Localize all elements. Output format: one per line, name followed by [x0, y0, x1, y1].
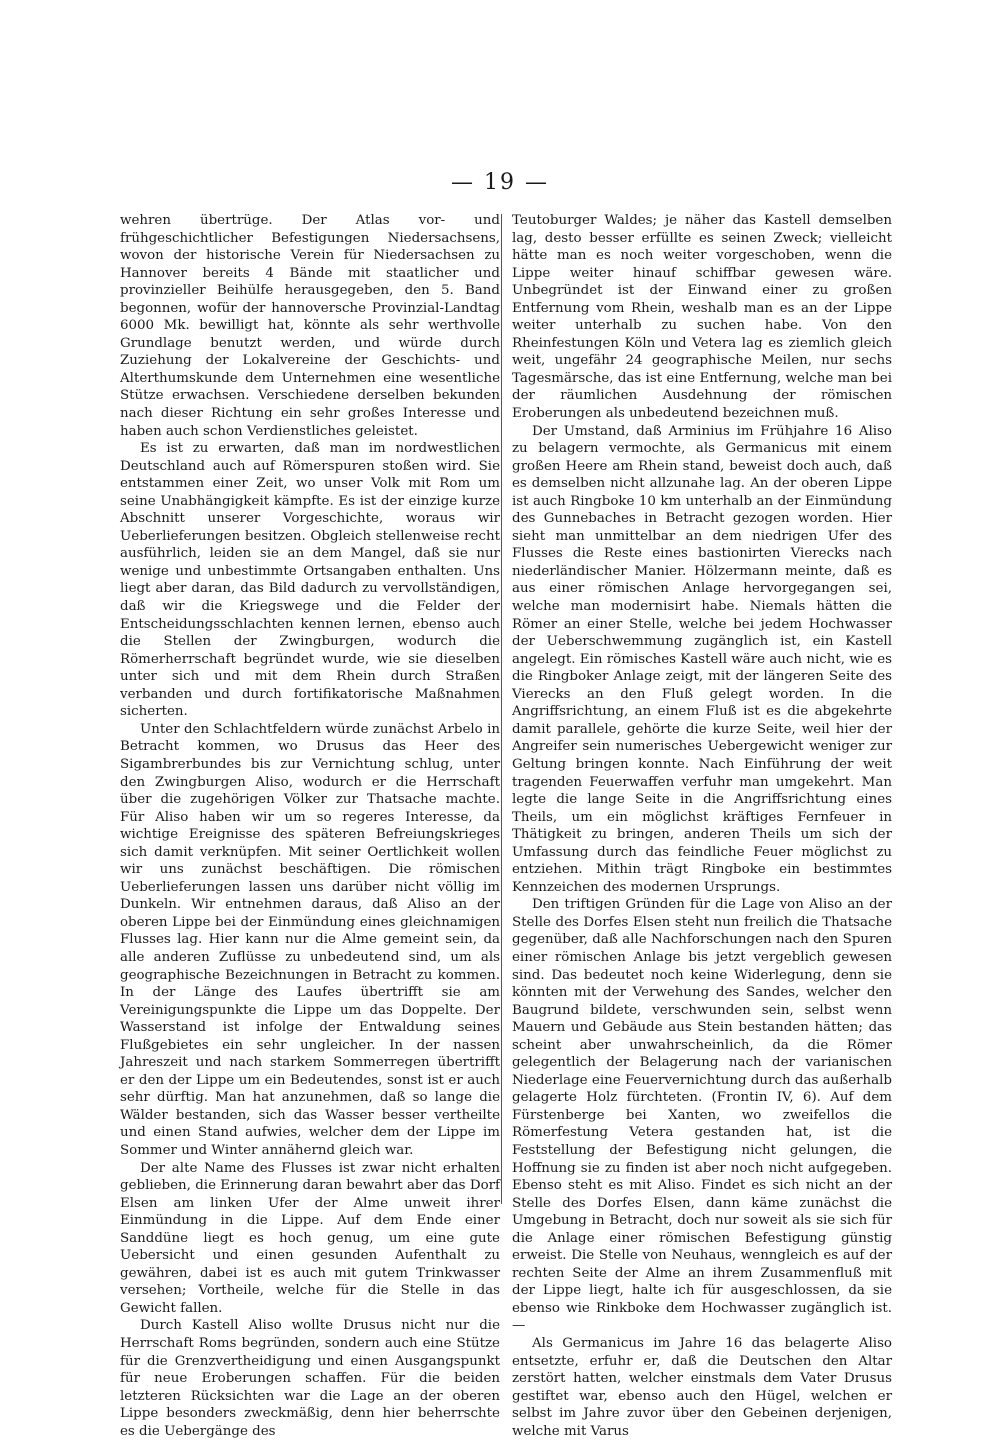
paragraph: Der alte Name des Flusses ist zwar nicht erhalten geblieben, die Erinnerung daran bewahrt aber das Dorf Elsen am linken Ufer der Alme unweit ihrer Einmündung in die Lippe. Auf dem Ende einer Sanddüne liegt es hoch genug, um eine gute Uebersicht und einen gesunden Aufenthalt zu gewähren, dabei ist es auch mit gutem Trinkwasser versehen; Vortheile, welche für die Stelle in das Gewicht fallen. — [120, 1160, 500, 1316]
paragraph: Der Umstand, daß Arminius im Frühjahre 16 Aliso zu belagern vermochte, als Germanicus mit einem großen Heere am Rhein stand, beweist doch auch, daß es demselben nicht allzunahe lag. An der oberen Lippe ist auch Ringboke 10 km unterhalb an der Einmündung des Gunnebaches in Betracht gezogen worden. Hier sieht man unmittelbar an dem niedrigen Ufer des Flusses die Reste eines bastionirten Vierecks nach niederländischer Manier. Hölzermann meinte, daß es aus einer römischen Anlage hervorgegangen sei, welche man modernisirt habe. Niemals hätten die Römer an einer Stelle, welche bei jedem Hochwasser der Ueberschwemmung zugänglich ist, ein Kastell angelegt. Ein römisches Kastell wäre auch nicht, wie es die Ringboker Anlage zeigt, mit der längeren Seite des Vierecks an den Fluß gelegt worden. In die Angriffsrichtung, an einem Fluß ist es die abgekehrte damit parallele, gehörte die kurze Seite, weil hier der Angreifer sein numerisches Uebergewicht weniger zur Geltung bringen konnte. Nach Einführung der weit tragenden Feuerwaffen verfuhr man umgekehrt. Man legte die lange Seite in die Angriffsrichtung eines Theils, um ein möglichst kräftiges Fernfeuer in Thätigkeit zu bringen, anderen Theils um sich der Umfassung durch das feindliche Feuer möglichst zu entziehen. Mithin trägt Ringboke ein bestimmtes Kennzeichen des modernen Ursprungs. — [512, 423, 892, 895]
paragraph: Teutoburger Waldes; je näher das Kastell demselben lag, desto besser erfüllte es seinen Zweck; vielleicht hätte man es noch weiter vorgeschoben, wenn die Lippe weiter hinauf schiffbar gewesen wäre. Unbegründet ist der Einwand einer zu großen Entfernung vom Rhein, weshalb man es an der Lippe weiter unterhalb zu suchen habe. Von den Rheinfestungen Köln und Vetera lag es ziemlich gleich weit, ungefähr 24 geographische Meilen, nur sechs Tagesmärsche, das ist eine Entfernung, welche man bei der räumlichen Ausdehnung der römischen Eroberungen als unbedeutend bezeichnen muß. — [512, 213, 892, 422]
column-divider — [501, 214, 502, 1204]
paragraph: Als Germanicus im Jahre 16 das belagerte Aliso entsetzte, erfuhr er, daß die Deutschen den Altar zerstört hatten, welcher einstmals dem Vater Drusus gestiftet war, ebenso auch den Hügel, welchen er selbst im Jahre zuvor über den Gebeinen derjenigen, welche mit Varus — [512, 1336, 892, 1439]
paragraph: Durch Kastell Aliso wollte Drusus nicht nur die Herrschaft Roms begründen, sondern auch eine Stütze für die Grenzvertheidigung und einen Ausgangspunkt für neue Eroberungen schaffen. Für die beiden letzteren Rücksichten war die Lage an der oberen Lippe besonders zweckmäßig, denn hier beherrschte es die Uebergänge des — [120, 1318, 500, 1439]
right-column — [512, 212, 892, 1439]
left-column — [120, 212, 500, 1439]
paragraph: Es ist zu erwarten, daß man im nordwestlichen Deutschland auch auf Römerspuren stoßen wird. Sie entstammen einer Zeit, wo unser Volk mit Rom um seine Unabhängigkeit kämpfte. Es ist der einzige kurze Abschnitt unserer Vorgeschichte, woraus wir Ueberlieferungen besitzen. Obgleich stellenweise recht ausführlich, leiden sie an dem Mangel, daß sie nur wenige und unbestimmte Ortsangaben enthalten. Uns liegt aber daran, das Bild dadurch zu vervollständigen, daß wir die Kriegswege und die Felder der Entscheidungsschlachten kennen lernen, ebenso auch die Stellen der Zwingburgen, wodurch die Römerherrschaft begründet wurde, wie sie dieselben unter sich und mit dem Rhein durch Straßen verbanden und durch fortifikatorische Maßnahmen sicherten. — [120, 441, 500, 720]
paragraph: Unter den Schlachtfeldern würde zunächst Arbelo in Betracht kommen, wo Drusus das Heer des Sigambrerbundes bis zur Vernichtung schlug, unter den Zwingburgen Aliso, wodurch er die Herrschaft über die zugehörigen Völker zur Thatsache machte. Für Aliso haben wir um so regeres Interesse, da wichtige Ereignisse des späteren Befreiungskrieges sich damit verknüpfen. Mit seiner Oertlichkeit wollen wir uns zunächst beschäftigen. Die römischen Ueberlieferungen lassen uns darüber nicht völlig im Dunkeln. Wir entnehmen daraus, daß Aliso an der oberen Lippe bei der Einmündung eines gleichnamigen Flusses lag. Hier kann nur die Alme gemeint sein, da alle anderen Zuflüsse zu unbedeutend sind, um als geographische Bezeichnungen in Betracht zu kommen. In der Länge des Laufes übertrifft sie am Vereinigungspunkte die Lippe um das Doppelte. Der Wasserstand ist infolge der Entwaldung seines Flußgebietes ein sehr ungleicher. In der nassen Jahreszeit und nach starkem Sommerregen übertrifft er den der Lippe um ein Bedeutendes, sonst ist er auch sehr dürftig. Man hat anzunehmen, daß so lange die Wälder bestanden, sich das Wasser besser vertheilte und einen Stand aufwies, welcher dem der Lippe im Sommer und Winter annähernd gleich war. — [120, 721, 500, 1158]
paragraph: wehren übertrüge. Der Atlas vor- und frühgeschichtlicher Befestigungen Niedersachsens, wovon der historische Verein für Niedersachsen zu Hannover bereits 4 Bände mit staatlicher und provinzieller Beihülfe herausgegeben, den 5. Band begonnen, wofür der hannoversche Provinzial-Landtag 6000 Mk. bewilligt hat, könnte als sehr werthvolle Grundlage benutzt werden, und würde durch Zuziehung der Lokalvereine der Geschichts- und Alterthumskunde dem Unternehmen eine wesentliche Stütze erwachsen. Verschiedene derselben bekunden nach dieser Richtung ein sehr großes Interesse und haben auch schon Verdienstliches geleistet. — [120, 213, 500, 439]
page-number: — 19 — — [451, 170, 549, 195]
paragraph: Den triftigen Gründen für die Lage von Aliso an der Stelle des Dorfes Elsen steht nun freilich die Thatsache gegenüber, daß alle Nachforschungen nach den Spuren einer römischen Anlage bis jetzt vergeblich gewesen sind. Das bedeutet noch keine Widerlegung, denn sie könnten mit der Verwehung des Sandes, welcher den Baugrund bildete, verschwunden sein, selbst wenn Mauern und Gebäude aus Stein bestanden hätten; das scheint aber unwahrscheinlich, da die Römer gelegentlich der Belagerung nach der varianischen Niederlage eine Feuervernichtung durch das außerhalb gelagerte Holz fürchteten. (Frontin IV, 6). Auf dem Fürstenberge bei Xanten, wo zweifellos die Römerfestung Vetera gestanden hat, ist die Feststellung der Befestigung nicht gelungen, die Hoffnung sie zu finden ist aber noch nicht aufgegeben. Ebenso steht es mit Aliso. Findet es sich nicht an der Stelle des Dorfes Elsen, dann käme zunächst die Umgebung in Betracht, doch nur soweit als sie sich für die Anlage einer römischen Befestigung günstig erweist. Die Stelle von Neuhaus, wenngleich es auf der rechten Seite der Alme an ihrem Zusammenfluß mit der Lippe liegt, halte ich für ausgeschlossen, da sie ebenso wie Rinkboke dem Hochwasser zugänglich ist. — — [512, 897, 892, 1334]
